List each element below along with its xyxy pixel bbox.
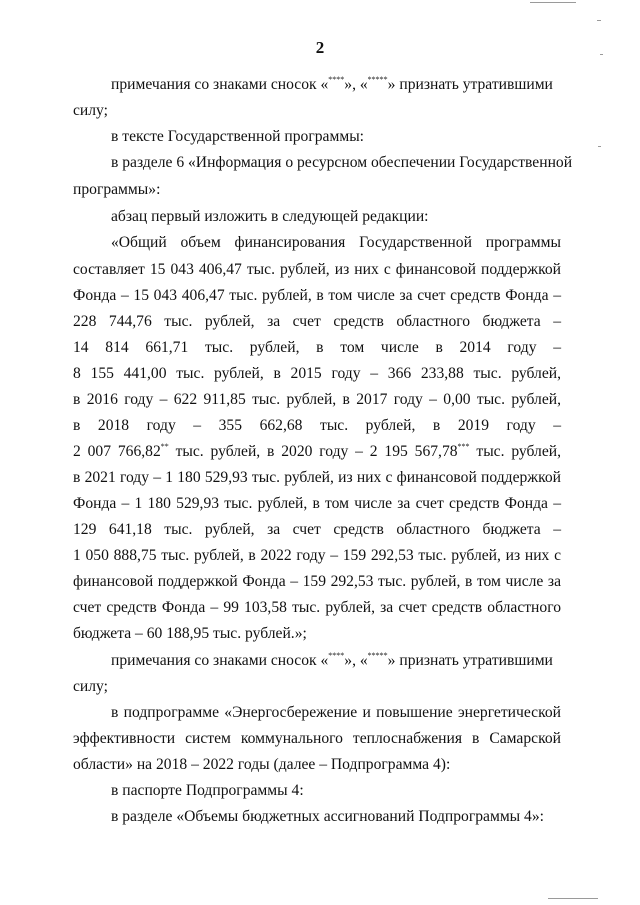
footnote-mark: **** xyxy=(328,651,345,660)
footnote-mark: *** xyxy=(457,442,470,451)
paragraph-line: области» на 2018 – 2022 годы (далее – Подпрограмма 4): xyxy=(73,756,451,773)
paragraph-line: в паспорте Подпрограммы 4: xyxy=(111,782,304,799)
paragraph-line: составляет 15 043 406,47 тыс. рублей, из них с финансовой поддержкой xyxy=(73,261,561,278)
paragraph-line: финансовой поддержкой Фонда – 159 292,53 тыс. рублей, в том числе за xyxy=(73,573,561,590)
paragraph-line: бюджета – 60 188,95 тыс. рублей.»; xyxy=(73,625,307,642)
footnote-mark: ***** xyxy=(367,75,388,84)
paragraph-line: силу; xyxy=(73,102,108,119)
paragraph-line: в тексте Государственной программы: xyxy=(111,128,365,145)
paragraph-line: примечания со знаками сносок «****», «*****» признать утратившими xyxy=(111,651,553,669)
paragraph-line: в разделе 6 «Информация о ресурсном обеспечении Государственной xyxy=(111,154,573,171)
paragraph-line: Фонда – 15 043 406,47 тыс. рублей, в том числе за счет средств Фонда – xyxy=(73,287,561,304)
footnote-mark: ** xyxy=(160,442,169,451)
paragraph-line: 14 814 661,71 тыс. рублей, в том числе в 2014 году – xyxy=(73,339,561,356)
paragraph-line: счет средств Фонда – 99 103,58 тыс. рублей, за счет средств областного xyxy=(73,599,561,616)
paragraph-line: в 2018 году – 355 662,68 тыс. рублей, в 2019 году – xyxy=(73,417,561,434)
paragraph-line: абзац первый изложить в следующей редакции: xyxy=(111,208,429,225)
paragraph-line: в подпрограмме «Энергосбережение и повышение энергетической xyxy=(111,704,561,721)
paragraph-line: 129 641,18 тыс. рублей, за счет средств областного бюджета – xyxy=(73,521,561,538)
footnote-mark: **** xyxy=(328,75,345,84)
scan-artifact xyxy=(598,146,601,147)
scan-artifact xyxy=(530,2,576,3)
footnote-mark: ***** xyxy=(367,651,388,660)
paragraph-line: эффективности систем коммунального теплоснабжения в Самарской xyxy=(73,730,561,747)
paragraph-line: в 2021 году – 1 180 529,93 тыс. рублей, из них с финансовой поддержкой xyxy=(73,469,561,486)
scan-artifact xyxy=(597,20,601,21)
paragraph-line: 228 744,76 тыс. рублей, за счет средств областного бюджета – xyxy=(73,313,561,330)
paragraph-line: в 2016 году – 622 911,85 тыс. рублей, в 2017 году – 0,00 тыс. рублей, xyxy=(73,391,561,408)
paragraph-line: Фонда – 1 180 529,93 тыс. рублей, в том числе за счет средств Фонда – xyxy=(73,495,561,512)
paragraph-line: в разделе «Объемы бюджетных ассигнований Подпрограммы 4»: xyxy=(111,808,544,825)
paragraph-line: примечания со знаками сносок «****», «*****» признать утратившими xyxy=(111,75,553,93)
paragraph-line: программы»: xyxy=(73,181,161,198)
paragraph-line: 8 155 441,00 тыс. рублей, в 2015 году – 366 233,88 тыс. рублей, xyxy=(73,365,561,382)
paragraph-line: 1 050 888,75 тыс. рублей, в 2022 году – 159 292,53 тыс. рублей, из них с xyxy=(73,547,561,564)
scan-artifact xyxy=(548,898,598,899)
paragraph-line: 2 007 766,82** тыс. рублей, в 2020 году – 2 195 567,78*** тыс. рублей, xyxy=(73,442,561,460)
page-number: 2 xyxy=(315,38,325,57)
paragraph-line: «Общий объем финансирования Государственной программы xyxy=(111,234,561,251)
paragraph-line: силу; xyxy=(73,678,108,695)
